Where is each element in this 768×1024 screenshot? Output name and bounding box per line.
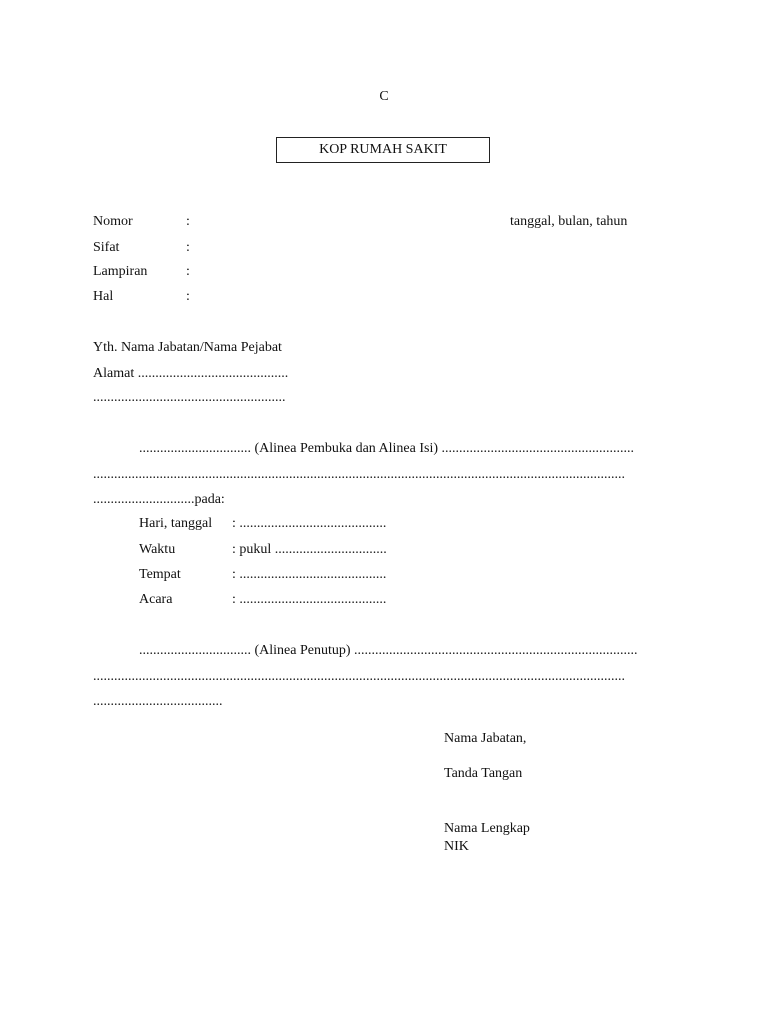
closing-line-1: ................................ (Alinea Penutup) ................................................................................. <box>139 643 638 658</box>
event-hari-label: Hari, tanggal <box>139 516 213 531</box>
date-placeholder: tanggal, bulan, tahun <box>510 214 628 229</box>
event-tempat-label: Tempat <box>139 567 181 582</box>
event-hari-value: : .......................................... <box>232 516 387 531</box>
body-line-3: .............................pada: <box>93 492 225 507</box>
field-lampiran-colon: : <box>186 264 190 279</box>
signature-jabatan: Nama Jabatan, <box>444 731 527 746</box>
signature-nik: NIK <box>444 839 469 854</box>
event-acara-label: Acara <box>139 592 173 607</box>
signature-tanda-tangan: Tanda Tangan <box>444 766 523 781</box>
field-hal-label: Hal <box>93 289 114 304</box>
closing-line-3: ..................................... <box>93 694 223 709</box>
field-hal-colon: : <box>186 289 190 304</box>
field-lampiran-label: Lampiran <box>93 264 148 279</box>
document-title: C <box>379 89 389 104</box>
field-sifat-label: Sifat <box>93 240 120 255</box>
body-opening-line: ................................ (Alinea Pembuka dan Alinea Isi) ....................................................... <box>139 441 635 456</box>
event-waktu-value: : pukul ................................ <box>232 542 387 557</box>
event-acara-value: : .......................................... <box>232 592 387 607</box>
field-sifat-colon: : <box>186 240 190 255</box>
signature-nama-lengkap: Nama Lengkap <box>444 821 530 836</box>
event-tempat-value: : .......................................... <box>232 567 387 582</box>
closing-line-2: ........................................................................................................................................................ <box>93 669 625 684</box>
letterhead-box: KOP RUMAH SAKIT <box>276 137 490 163</box>
field-nomor-label: Nomor <box>93 214 133 229</box>
recipient-alamat: Alamat ........................................... <box>93 366 289 381</box>
recipient-alamat-line2: ....................................................... <box>93 390 286 405</box>
field-nomor-colon: : <box>186 214 190 229</box>
event-waktu-label: Waktu <box>139 542 176 557</box>
body-line-2: ........................................................................................................................................................ <box>93 467 625 482</box>
recipient-yth: Yth. Nama Jabatan/Nama Pejabat <box>93 340 282 355</box>
